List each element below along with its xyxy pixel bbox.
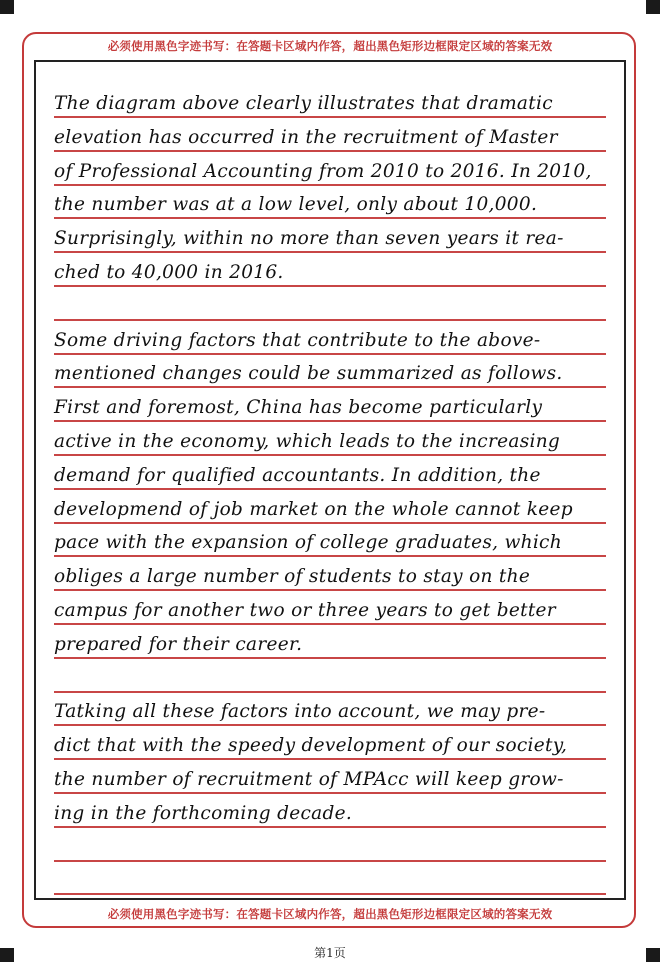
essay-line	[54, 866, 614, 896]
essay-line: First and foremost, China has become particularly	[54, 397, 543, 418]
essay-line: obliges a large number of students to stay on the	[54, 566, 531, 587]
essay-line	[54, 833, 614, 863]
essay-line: demand for qualified accountants. In addition, the	[54, 465, 541, 486]
essay-line	[54, 292, 614, 322]
essay-line: pace with the expansion of college graduates, which	[54, 532, 562, 553]
essay-line: prepared for their career.	[54, 634, 303, 655]
essay-line: elevation has occurred in the recruitment of Master	[54, 127, 558, 148]
warning-notice-bottom: 必须使用黑色字迹书写：在答题卡区域内作答，超出黑色矩形边框限定区域的答案无效	[107, 907, 553, 921]
essay-line: mentioned changes could be summarized as follows.	[54, 363, 563, 384]
essay-line: ing in the forthcoming decade.	[54, 803, 353, 824]
essay-line: campus for another two or three years to get better	[54, 600, 556, 621]
essay-line	[54, 664, 614, 694]
essay-line: the number was at a low level, only about 10,000.	[54, 194, 538, 215]
essay-line: of Professional Accounting from 2010 to 2016. In 2010,	[54, 161, 592, 182]
page-number: 第1页	[314, 946, 346, 960]
warning-notice-top: 必须使用黑色字迹书写：在答题卡区域内作答，超出黑色矩形边框限定区域的答案无效	[107, 39, 553, 53]
essay-line: The diagram above clearly illustrates that dramatic	[54, 93, 553, 114]
essay-line: active in the economy, which leads to the increasing	[54, 431, 561, 452]
essay-line: developmend of job market on the whole cannot keep	[54, 499, 573, 520]
essay-line: ched to 40,000 in 2016.	[54, 262, 284, 283]
essay-line: the number of recruitment of MPAcc will keep grow-	[54, 769, 564, 790]
registration-mark-top-right	[646, 0, 660, 14]
essay-line: Surprisingly, within no more than seven years it rea-	[54, 228, 564, 249]
essay-line: dict that with the speedy development of our society,	[54, 735, 568, 756]
essay-line: Tatking all these factors into account, we may pre-	[54, 701, 546, 722]
registration-mark-top-left	[0, 0, 14, 14]
essay-line: Some driving factors that contribute to the above-	[54, 330, 541, 351]
